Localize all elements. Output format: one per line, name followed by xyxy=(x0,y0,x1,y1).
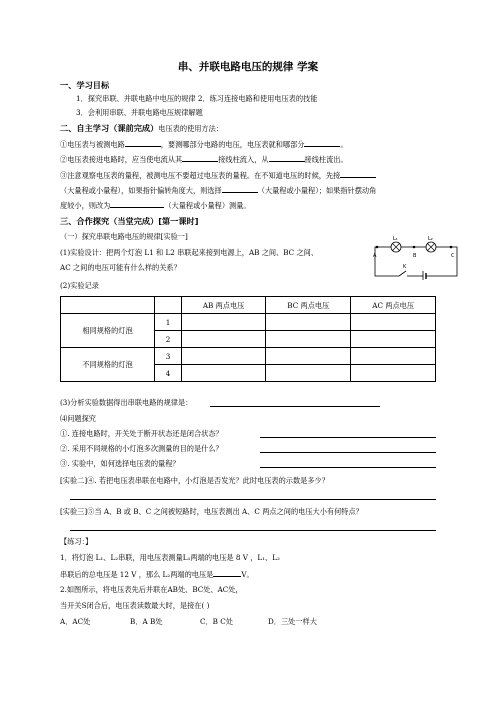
section-2-heading-tail: 电压表的使用方法： xyxy=(158,124,223,133)
practice-1-text: 串联后的总电压是 12 V ，那么 L₂两端的电压是 xyxy=(60,570,214,579)
label-a: A xyxy=(373,253,377,259)
experiment-design-line-2: AC 之间的电压可能有什么样的关系？ xyxy=(60,263,181,272)
section-3-subheading: （一）探究串联电路电压的规律[实验一] xyxy=(60,232,188,241)
circuit-diagram xyxy=(369,234,465,280)
group-same-bulbs: 相同规格的灯泡 xyxy=(61,314,155,348)
practice-2-option-b[interactable]: B．A B处 xyxy=(130,617,163,626)
section-2-heading: 二、自主学习（课前完成） xyxy=(60,123,159,133)
row-number-4: 4 xyxy=(155,365,182,382)
row-number-2: 2 xyxy=(155,331,182,348)
cell-ac-4[interactable] xyxy=(351,365,436,382)
question-4: [实验二]④. 若把电压表串联在电路中，小灯泡是否发光？此时电压表的示数是多少？ xyxy=(60,476,329,485)
voltmeter-rule-3-end xyxy=(60,200,251,210)
table-row xyxy=(61,314,436,331)
voltmeter-rule-3-cont xyxy=(60,185,376,195)
question-2: ②. 采用不同规格的小灯泡多次测量的目的是什么？ xyxy=(60,444,223,453)
rule-2-blank-1[interactable] xyxy=(182,154,218,162)
rule-1-text-a: ①电压表与被测电路 xyxy=(60,140,125,149)
voltmeter-rule-2 xyxy=(60,154,348,164)
label-l1: L₁ xyxy=(393,236,398,242)
row-number-3: 3 xyxy=(155,348,182,365)
rule-1-blank-1[interactable] xyxy=(125,139,161,147)
practice-2-line-2: 当开关S闭合后，电压表读数最大时，是接在( ) xyxy=(60,601,210,610)
experiment-record-label: (2)实验记录 xyxy=(60,281,99,290)
page-title: 串、并联电路电压的规律 学案 xyxy=(177,61,319,73)
cell-bc-1[interactable] xyxy=(266,314,351,331)
question-5: [实验三]⑤当 A、B 或 B、C 之间被短路时，电压表测出 A、C 两点之间的电压大小有何特点？ xyxy=(60,507,363,516)
table-row xyxy=(61,348,436,365)
header-ac-voltage: AC 两点电压 xyxy=(351,297,436,314)
cell-bc-2[interactable] xyxy=(266,331,351,348)
table-index-head-cell xyxy=(155,297,182,314)
label-c: C xyxy=(451,253,455,259)
practice-1-blank[interactable] xyxy=(213,569,241,577)
rule-1-blank-2[interactable] xyxy=(304,139,340,147)
cell-ab-4[interactable] xyxy=(182,365,266,382)
rule-2-text-b: 接线柱流入，从 xyxy=(218,155,269,164)
label-k: K xyxy=(403,264,407,270)
cell-ac-2[interactable] xyxy=(351,331,436,348)
rule-2-text-c: 接线柱流出。 xyxy=(304,155,348,164)
practice-1-line-2 xyxy=(60,569,254,579)
table-corner-cell xyxy=(61,297,155,314)
row-number-1: 1 xyxy=(155,314,182,331)
cell-ab-1[interactable] xyxy=(182,314,266,331)
question-4-answer-line[interactable] xyxy=(70,499,436,500)
cell-bc-4[interactable] xyxy=(266,365,351,382)
conclusion-answer-line[interactable] xyxy=(210,406,380,407)
question-3-answer-line[interactable] xyxy=(260,467,436,468)
objective-line-2: 3．会利用串联、并联电路电压规律解题 xyxy=(76,108,203,117)
node-c-dot xyxy=(450,246,453,249)
node-b-dot xyxy=(413,246,416,249)
rule-3-blank[interactable] xyxy=(340,170,376,178)
practice-1-line-1: 1．将灯泡 L₁、L₂串联，用电压表测量L₁两端的电压是 8 V ，L₁、L₂ xyxy=(60,553,280,562)
practice-2-option-d[interactable]: D．三处一样大 xyxy=(268,617,317,626)
table-header-row xyxy=(61,297,436,314)
objective-line-1: 1．探究串联、并联电路中电压的规律 2．练习连接电路和使用电压表的技能 xyxy=(76,94,318,103)
question-1: ①. 连接电路时，开关处于断开状态还是闭合状态？ xyxy=(60,429,223,438)
question-1-answer-line[interactable] xyxy=(260,437,436,438)
cell-ac-3[interactable] xyxy=(351,348,436,365)
circuit-loop xyxy=(375,247,457,276)
question-3: ③. 实验中，如何选择电压表的量程？ xyxy=(60,459,180,468)
cell-ab-3[interactable] xyxy=(182,348,266,365)
rule-2-blank-2[interactable] xyxy=(269,154,305,162)
rule-3-text-b: （大量程或小量程），如果指针偏转角度大，则选择 xyxy=(60,186,222,195)
rule-1-text-c: 。 xyxy=(340,140,348,149)
rule-3-text: ③注意观察电压表的量程，被测电压不要超过电压表的量程。在不知道电压的时候，先接 xyxy=(60,171,341,180)
rule-3-blank-3[interactable] xyxy=(110,200,164,208)
question-2-answer-line[interactable] xyxy=(260,452,436,453)
question-section-heading: ⑷问题探究 xyxy=(60,414,96,423)
rule-3-text-d: 度较小，则改为 xyxy=(60,201,111,210)
node-a-dot xyxy=(376,246,379,249)
conclusion-prompt: (3)分析实验数据得出串联电路的规律是： xyxy=(60,398,193,407)
voltmeter-rule-1 xyxy=(60,139,348,149)
rule-3-text-e: （大量程或小量程）测量。 xyxy=(164,201,251,210)
question-5-answer-line[interactable] xyxy=(70,530,436,531)
rule-3-text-c: （大量程或小量程）；如果指针摆动角 xyxy=(257,186,377,195)
rule-1-text-b: ，要测哪部分电路的电压，电压表就和哪部分 xyxy=(160,140,305,149)
practice-heading: 【练习：】 xyxy=(60,537,93,546)
section-2-heading-row xyxy=(60,123,223,133)
group-different-bulbs: 不同规格的灯泡 xyxy=(61,348,155,382)
practice-2-line-1: 2.如图所示，将电压表先后并联在AB处、BC处、AC处， xyxy=(60,585,243,594)
practice-2-option-a[interactable]: A．AC处 xyxy=(60,617,91,626)
header-ab-voltage: AB 两点电压 xyxy=(182,297,266,314)
cell-bc-3[interactable] xyxy=(266,348,351,365)
practice-2-option-c[interactable]: C．B C处 xyxy=(200,617,233,626)
experiment-record-table xyxy=(60,296,436,382)
label-b: B xyxy=(413,253,417,259)
rule-2-text-a: ②电压表接进电路时，应当使电流从其 xyxy=(60,155,183,164)
cell-ab-2[interactable] xyxy=(182,331,266,348)
section-1-heading: 一、学习目标 xyxy=(60,80,110,90)
header-bc-voltage: BC 两点电压 xyxy=(266,297,351,314)
label-l2: L₂ xyxy=(428,236,433,242)
voltmeter-rule-3 xyxy=(60,170,376,180)
section-3-heading: 三、合作探究（当堂完成）[第一课时] xyxy=(60,216,199,226)
experiment-design-line-1: (1)实验设计：把两个灯泡 L1 和 L2 串联起来接到电源上，AB 之间、BC 之间、 xyxy=(60,248,319,257)
cell-ac-1[interactable] xyxy=(351,314,436,331)
practice-1-unit: V。 xyxy=(241,570,254,579)
rule-3-blank-2[interactable] xyxy=(222,185,258,193)
